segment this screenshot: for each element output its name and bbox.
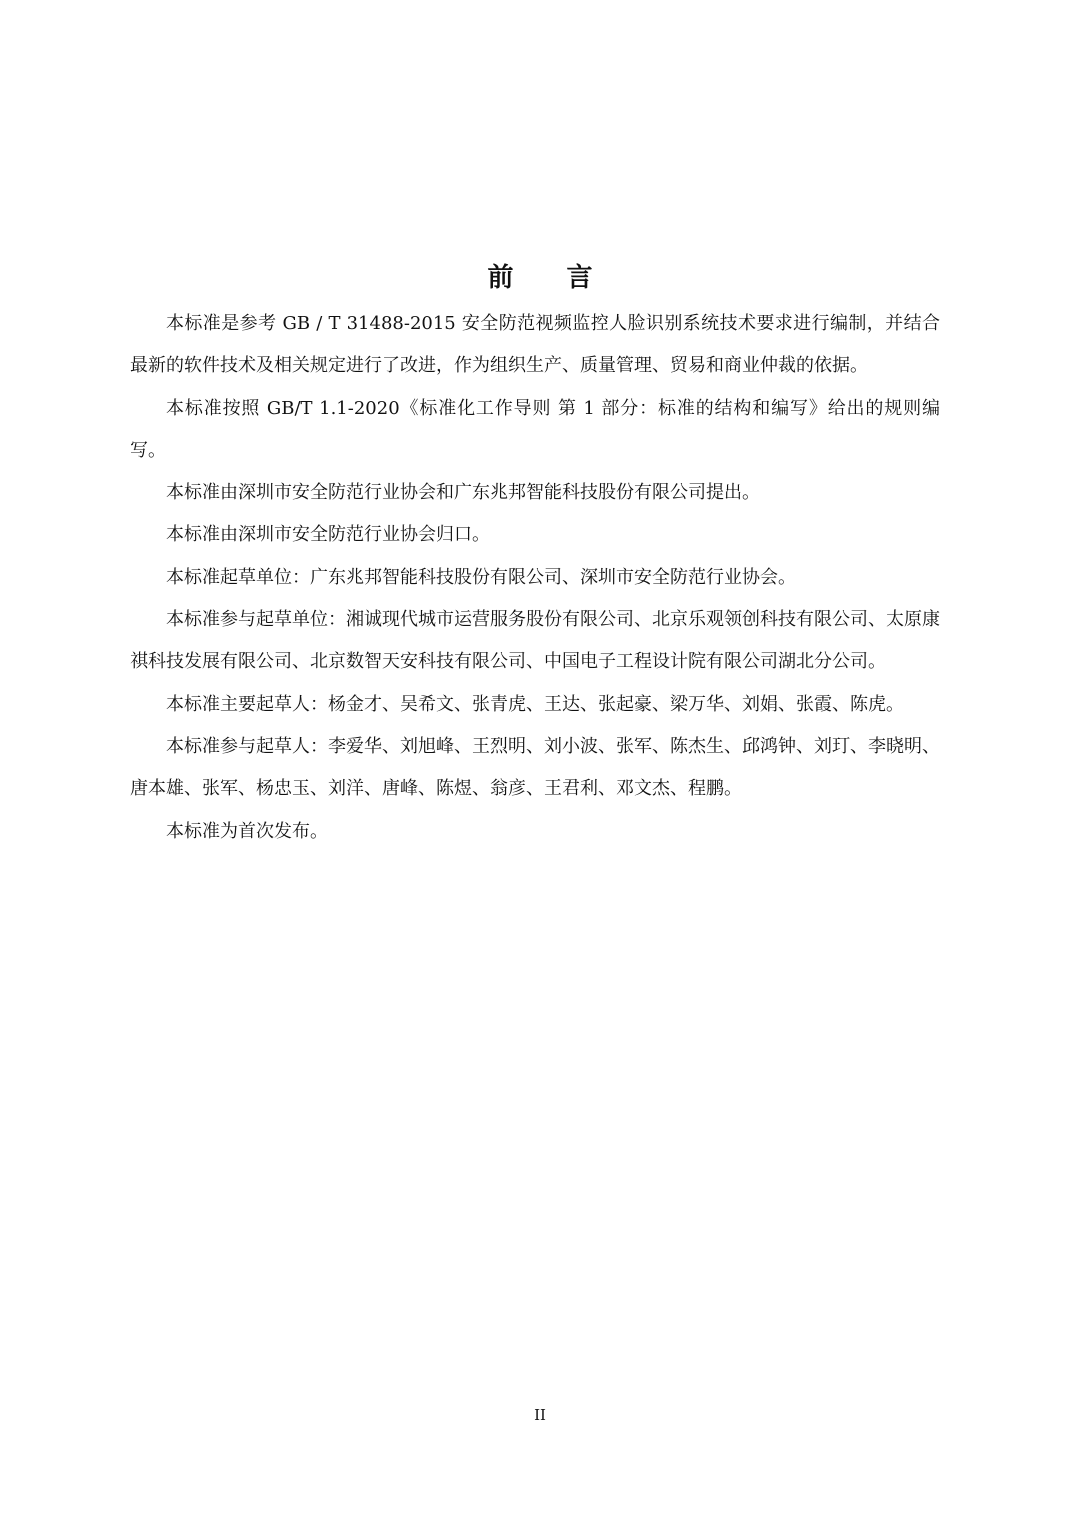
page-number: II [534, 1406, 546, 1424]
paragraph-first-release: 本标准为首次发布。 [166, 820, 328, 842]
paragraph-participating-drafters: 本标准参与起草人：李爱华、刘旭峰、王烈明、刘小波、张军、陈杰生、邱鸿钟、刘玎、李晓明、唐本雄、张军、杨忠玉、刘洋、唐峰、陈煜、翁彦、王君利、邓文杰、程鹏。 [130, 735, 940, 800]
paragraph-centralized-by: 本标准由深圳市安全防范行业协会归口。 [166, 524, 490, 546]
page-title: 前 言 [487, 263, 615, 294]
paragraph-participating-units: 本标准参与起草单位：湘诚现代城市运营服务股份有限公司、北京乐观领创科技有限公司、太原康祺科技发展有限公司、北京数智天安科技有限公司、中国电子工程设计院有限公司湖北分公司。 [130, 609, 940, 673]
paragraph-drafting-units: 本标准起草单位：广东兆邦智能科技股份有限公司、深圳市安全防范行业协会。 [166, 566, 796, 588]
paragraph-proposed-by: 本标准由深圳市安全防范行业协会和广东兆邦智能科技股份有限公司提出。 [166, 482, 760, 504]
paragraph-reference-standard: 本标准是参考 GB / T 31488-2015 安全防范视频监控人脸识别系统技术要求进行编制，并结合最新的软件技术及相关规定进行了改进，作为组织生产、质量管理、贸易和商业仲裁的依据。 [130, 313, 940, 377]
paragraph-drafting-rules: 本标准按照 GB/T 1.1-2020《标准化工作导则 第 1 部分：标准的结构和编写》给出的规则编写。 [130, 397, 940, 461]
foreword-body [130, 303, 940, 853]
paragraph-main-drafters: 本标准主要起草人：杨金才、吴希文、张青虎、王达、张起豪、梁万华、刘娟、张霞、陈虎。 [166, 693, 904, 715]
